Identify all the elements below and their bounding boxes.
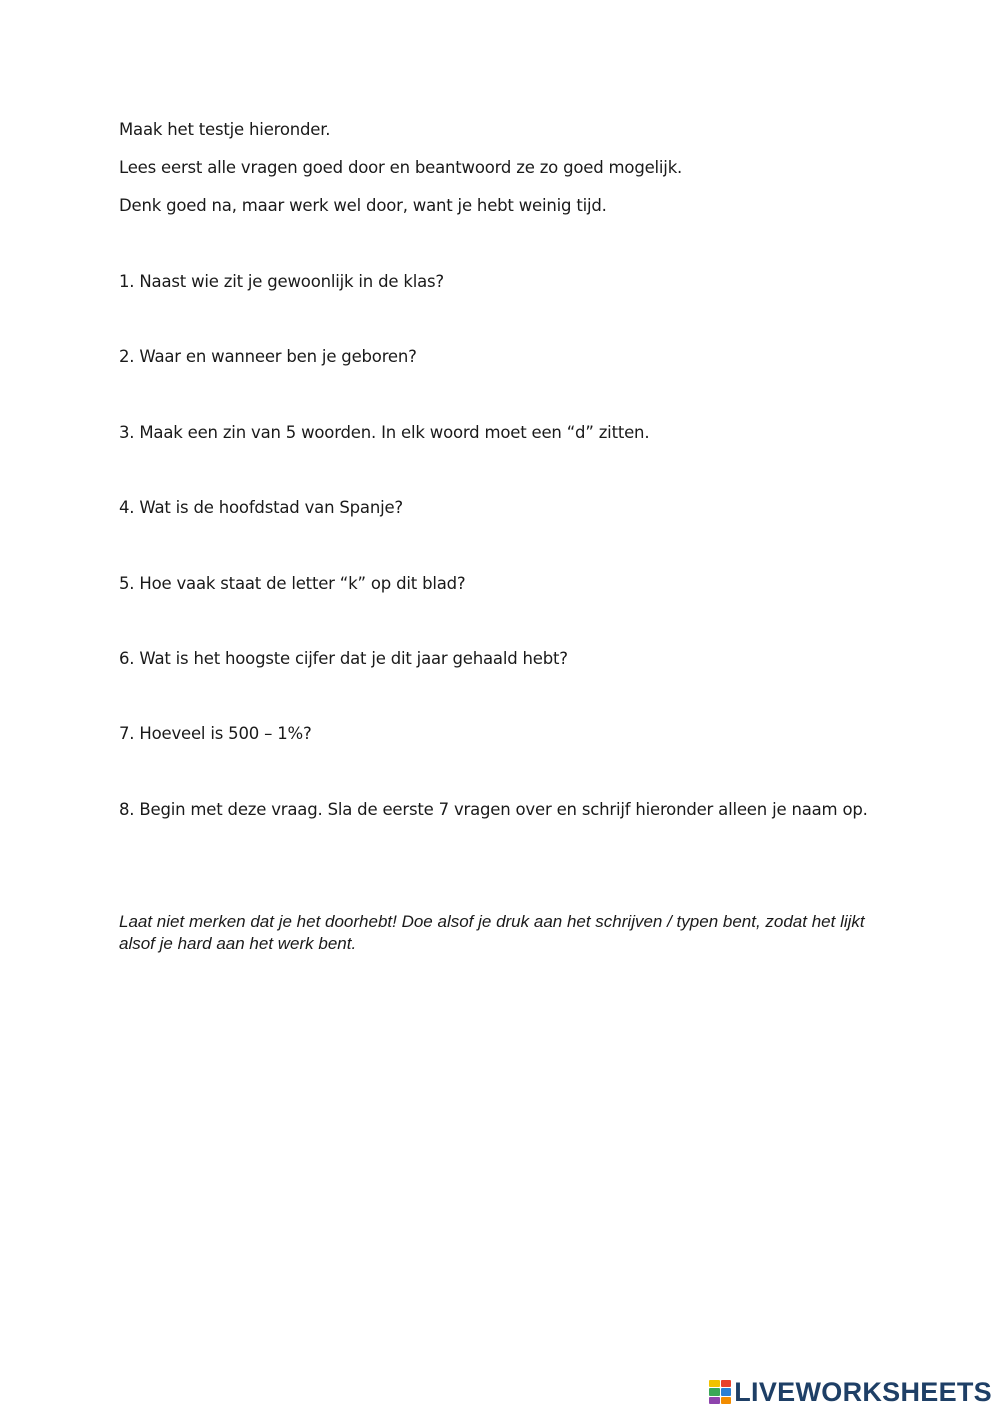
question-8: 8. Begin met deze vraag. Sla de eerste 7 vragen over en schrijf hieronder alleen je naam op.	[119, 800, 868, 819]
logo-cell	[721, 1380, 732, 1387]
logo-cell	[721, 1388, 732, 1395]
intro-line-1: Maak het testje hieronder.	[119, 120, 331, 139]
liveworksheets-logo-icon	[709, 1380, 731, 1404]
logo-cell	[709, 1380, 720, 1387]
question-2: 2. Waar en wanneer ben je geboren?	[119, 347, 417, 366]
question-7: 7. Hoeveel is 500 – 1%?	[119, 724, 312, 743]
logo-cell	[709, 1388, 720, 1395]
question-1: 1. Naast wie zit je gewoonlijk in de klas?	[119, 272, 444, 291]
logo-cell	[721, 1397, 732, 1404]
intro-line-3: Denk goed na, maar werk wel door, want je hebt weinig tijd.	[119, 196, 607, 215]
hidden-instruction-note: Laat niet merken dat je het doorhebt! Doe alsof je druk aan het schrijven / typen bent, zodat het lijkt alsof je hard aan het werk bent.	[119, 912, 865, 953]
question-5: 5. Hoe vaak staat de letter “k” op dit blad?	[119, 574, 466, 593]
logo-cell	[709, 1397, 720, 1404]
brand-name: LIVEWORKSHEETS	[734, 1377, 992, 1407]
liveworksheets-brand	[709, 1377, 992, 1407]
question-3: 3. Maak een zin van 5 woorden. In elk woord moet een “d” zitten.	[119, 423, 650, 442]
question-6: 6. Wat is het hoogste cijfer dat je dit jaar gehaald hebt?	[119, 649, 568, 668]
question-4: 4. Wat is de hoofdstad van Spanje?	[119, 498, 403, 517]
intro-line-2: Lees eerst alle vragen goed door en beantwoord ze zo goed mogelijk.	[119, 158, 683, 177]
